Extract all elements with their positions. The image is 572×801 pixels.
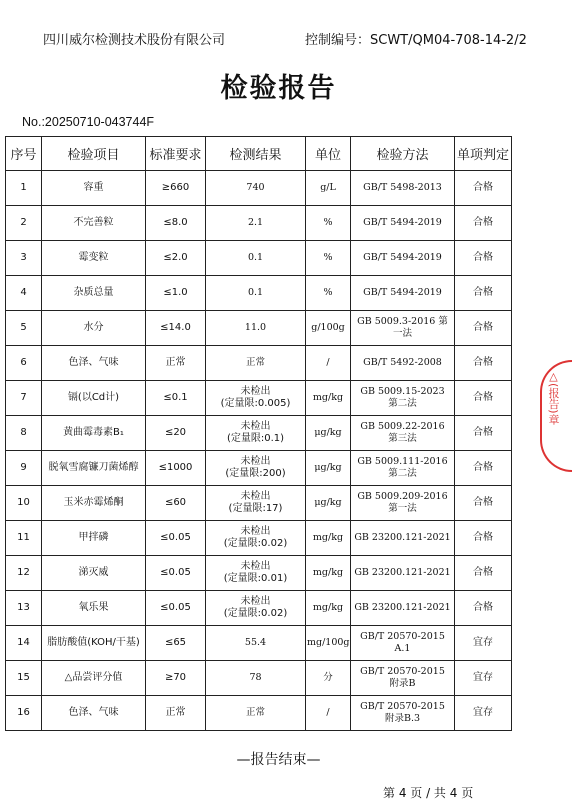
table-row [6, 416, 512, 451]
col-header-method: 检验方法 [351, 137, 455, 171]
cell-verdict [455, 206, 512, 241]
table-row [6, 346, 512, 381]
cell-item [42, 486, 146, 521]
cell-item-text: 色泽、气味 [68, 707, 119, 718]
cell-item [42, 591, 146, 626]
cell-result-text: 未检出 [240, 456, 271, 467]
cell-unit [306, 241, 351, 276]
cell-requirement [146, 171, 206, 206]
cell-result [206, 521, 306, 556]
cell-verdict [455, 626, 512, 661]
cell-requirement [146, 451, 206, 486]
cell-method [351, 206, 455, 241]
cell-unit-text: μg/kg [314, 462, 342, 473]
cell-result-text-2: (定量限:0.005) [220, 398, 291, 409]
cell-method-text-2: 附录B.3 [384, 713, 421, 724]
cell-requirement-text: ≤20 [164, 427, 187, 438]
cell-item-text: 涕灭威 [78, 567, 109, 578]
cell-item-text: 镉(以Cd计) [67, 392, 120, 403]
cell-result [206, 276, 306, 311]
cell-no-text: 12 [17, 567, 30, 578]
cell-method-text: GB 5009.209-2016 [357, 491, 448, 502]
cell-method-text: GB/T 5494-2019 [363, 287, 442, 298]
cell-item [42, 626, 146, 661]
cell-no [6, 171, 42, 206]
cell-requirement [146, 486, 206, 521]
cell-item-text: 甲拌磷 [78, 532, 109, 543]
cell-method-text-2: 第一法 [388, 503, 417, 514]
cell-method-text: GB/T 20570-2015 [360, 631, 445, 642]
col-header-unit: 单位 [306, 137, 351, 171]
cell-no [6, 206, 42, 241]
cell-unit [306, 451, 351, 486]
cell-requirement-text: ≤60 [164, 497, 187, 508]
cell-unit [306, 521, 351, 556]
cell-method-text: GB 5009.111-2016 [357, 456, 448, 467]
cell-verdict-text: 合格 [473, 322, 493, 333]
cell-no-text: 15 [17, 672, 30, 683]
cell-unit-text: % [323, 287, 333, 298]
cell-verdict-text: 合格 [473, 392, 493, 403]
cell-unit [306, 311, 351, 346]
cell-no [6, 556, 42, 591]
cell-unit-text: mg/kg [312, 532, 344, 543]
cell-requirement-text: ≤0.05 [160, 532, 191, 543]
cell-unit [306, 276, 351, 311]
cell-unit [306, 591, 351, 626]
cell-result-text: 未检出 [240, 491, 271, 502]
cell-verdict-text: 合格 [473, 182, 493, 193]
cell-no-text: 6 [20, 357, 27, 368]
cell-verdict [455, 241, 512, 276]
cell-item-text: 不完善粒 [73, 217, 114, 228]
cell-method-text: GB/T 5494-2019 [363, 217, 442, 228]
cell-method [351, 311, 455, 346]
cell-result [206, 556, 306, 591]
table-row [6, 696, 512, 731]
cell-result [206, 451, 306, 486]
cell-method-text-2: 附录B [389, 678, 416, 689]
cell-verdict [455, 556, 512, 591]
cell-result [206, 661, 306, 696]
cell-requirement-text: ≤0.1 [163, 392, 188, 403]
cell-verdict [455, 311, 512, 346]
cell-item-text: 色泽、气味 [68, 357, 119, 368]
cell-unit-text: % [323, 252, 333, 263]
table-row [6, 661, 512, 696]
cell-requirement [146, 311, 206, 346]
cell-method-text-2: A.1 [394, 643, 411, 654]
cell-no [6, 451, 42, 486]
cell-item-text: 水分 [83, 322, 104, 333]
cell-result-text: 2.1 [247, 217, 264, 228]
col-header-result: 检测结果 [206, 137, 306, 171]
seal-text: △(报告)章 [547, 370, 560, 425]
cell-item [42, 346, 146, 381]
cell-item [42, 556, 146, 591]
cell-no-text: 2 [20, 217, 27, 228]
cell-item [42, 276, 146, 311]
cell-requirement-text: ≤1.0 [163, 287, 188, 298]
cell-unit-text: / [326, 707, 330, 718]
cell-method-text: GB 23200.121-2021 [354, 532, 451, 543]
cell-no-text: 11 [17, 532, 30, 543]
table-row [6, 171, 512, 206]
cell-item [42, 206, 146, 241]
cell-no-text: 14 [17, 637, 30, 648]
col-header-verdict: 单项判定 [455, 137, 512, 171]
cell-item-text: 脱氧雪腐镰刀菌烯醇 [48, 462, 139, 473]
table-row [6, 206, 512, 241]
cell-unit [306, 556, 351, 591]
cell-result-text: 未检出 [240, 386, 271, 397]
cell-requirement-text: ≤65 [164, 637, 187, 648]
cell-item [42, 241, 146, 276]
cell-verdict [455, 346, 512, 381]
cell-result [206, 696, 306, 731]
cell-verdict-text: 合格 [473, 287, 493, 298]
cell-requirement [146, 276, 206, 311]
cell-requirement-text: ≥660 [161, 182, 190, 193]
cell-result [206, 486, 306, 521]
cell-verdict [455, 381, 512, 416]
cell-method [351, 416, 455, 451]
cell-method-text: GB 5009.15-2023 [360, 386, 445, 397]
table-header-row [6, 137, 512, 171]
table-row [6, 311, 512, 346]
cell-result-text-2: (定量限:0.1) [226, 433, 285, 444]
cell-method [351, 171, 455, 206]
cell-unit [306, 486, 351, 521]
table-row [6, 626, 512, 661]
cell-no-text: 16 [17, 707, 30, 718]
cell-method-text: GB 23200.121-2021 [354, 567, 451, 578]
cell-method-text: GB/T 5498-2013 [363, 182, 442, 193]
cell-requirement [146, 416, 206, 451]
cell-requirement-text: ≤8.0 [163, 217, 188, 228]
cell-verdict-text: 合格 [473, 497, 493, 508]
table-row [6, 241, 512, 276]
cell-requirement [146, 556, 206, 591]
cell-method [351, 346, 455, 381]
cell-method-text: GB/T 5492-2008 [363, 357, 442, 368]
cell-requirement [146, 381, 206, 416]
cell-result-text: 未检出 [240, 421, 271, 432]
cell-unit-text: mg/kg [312, 602, 344, 613]
cell-method [351, 451, 455, 486]
cell-unit [306, 416, 351, 451]
cell-result-text: 78 [249, 672, 262, 683]
cell-no [6, 241, 42, 276]
cell-unit [306, 381, 351, 416]
col-header-item: 检验项目 [42, 137, 146, 171]
cell-verdict-text: 合格 [473, 427, 493, 438]
cell-result-text: 740 [246, 182, 265, 193]
cell-result [206, 626, 306, 661]
cell-verdict [455, 451, 512, 486]
cell-no [6, 626, 42, 661]
cell-no [6, 311, 42, 346]
cell-unit-text: μg/kg [314, 427, 342, 438]
cell-verdict [455, 521, 512, 556]
cell-unit-text: g/100g [311, 322, 345, 333]
results-table [5, 136, 512, 731]
report-number: No.:20250710-043744F [22, 115, 155, 129]
cell-verdict [455, 171, 512, 206]
cell-method-text-2: 第二法 [388, 468, 417, 479]
cell-requirement-text: 正常 [165, 357, 186, 368]
cell-requirement-text: ≤1000 [158, 462, 193, 473]
cell-result [206, 206, 306, 241]
cell-unit [306, 346, 351, 381]
cell-requirement-text: 正常 [165, 707, 186, 718]
control-number: 控制编号：SCWT/QM04-708-14-2/2 [305, 33, 527, 48]
cell-method-text: GB/T 20570-2015 [360, 701, 445, 712]
cell-verdict [455, 696, 512, 731]
cell-verdict-text: 合格 [473, 357, 493, 368]
cell-no-text: 1 [20, 182, 27, 193]
cell-no-text: 10 [17, 497, 30, 508]
cell-no-text: 7 [20, 392, 27, 403]
col-header-requirement: 标准要求 [146, 137, 206, 171]
cell-verdict-text: 合格 [473, 462, 493, 473]
cell-verdict-text: 宜存 [473, 672, 493, 683]
cell-unit-text: mg/100g [307, 637, 350, 648]
report-end-marker: —报告结束— [236, 752, 321, 768]
cell-no [6, 486, 42, 521]
cell-unit-text: % [323, 217, 333, 228]
cell-requirement [146, 241, 206, 276]
cell-item-text: 杂质总量 [73, 287, 114, 298]
table-row [6, 591, 512, 626]
cell-method [351, 591, 455, 626]
cell-item [42, 451, 146, 486]
cell-requirement-text: ≥70 [164, 672, 187, 683]
cell-verdict [455, 416, 512, 451]
cell-method [351, 241, 455, 276]
cell-result-text: 0.1 [247, 252, 264, 263]
cell-method-text-2: 一法 [392, 328, 412, 339]
cell-result-text-2: (定量限:0.01) [223, 573, 288, 584]
cell-result-text-2: (定量限:0.02) [223, 608, 288, 619]
seal-stamp [540, 360, 564, 470]
cell-no [6, 381, 42, 416]
cell-no-text: 4 [20, 287, 27, 298]
cell-verdict-text: 合格 [473, 252, 493, 263]
cell-verdict [455, 591, 512, 626]
cell-method [351, 556, 455, 591]
cell-verdict-text: 宜存 [473, 637, 493, 648]
cell-item [42, 661, 146, 696]
cell-no [6, 416, 42, 451]
cell-verdict-text: 合格 [473, 217, 493, 228]
cell-requirement-text: ≤0.05 [160, 602, 191, 613]
cell-item-text: △品尝评分值 [64, 672, 123, 683]
cell-requirement [146, 206, 206, 241]
cell-item [42, 521, 146, 556]
cell-unit-text: mg/kg [312, 392, 344, 403]
cell-requirement [146, 346, 206, 381]
company-name: 四川威尔检测技术股份有限公司 [43, 33, 226, 48]
report-title: 检验报告 [220, 73, 337, 104]
cell-result [206, 346, 306, 381]
cell-item [42, 171, 146, 206]
cell-requirement [146, 696, 206, 731]
cell-result [206, 591, 306, 626]
cell-no [6, 346, 42, 381]
cell-verdict [455, 276, 512, 311]
cell-result [206, 241, 306, 276]
cell-no [6, 696, 42, 731]
cell-verdict-text: 合格 [473, 602, 493, 613]
cell-requirement [146, 521, 206, 556]
cell-method-text: GB 5009.22-2016 [360, 421, 445, 432]
page-number: 第 4 页 / 共 4 页 [383, 786, 474, 800]
cell-result-text: 55.4 [244, 637, 267, 648]
cell-requirement-text: ≤2.0 [163, 252, 188, 263]
cell-item [42, 696, 146, 731]
table-row [6, 556, 512, 591]
cell-method [351, 381, 455, 416]
cell-unit [306, 626, 351, 661]
cell-item-text: 霉变粒 [78, 252, 109, 263]
cell-method-text-2: 第三法 [388, 433, 417, 444]
cell-unit-text: / [326, 357, 330, 368]
cell-item-text: 玉米赤霉烯酮 [63, 497, 124, 508]
cell-method [351, 521, 455, 556]
col-header-no: 序号 [6, 137, 42, 171]
cell-method-text: GB 5009.3-2016 第 [357, 316, 448, 327]
cell-method [351, 696, 455, 731]
cell-unit-text: 分 [323, 672, 333, 683]
table-row [6, 381, 512, 416]
cell-unit [306, 696, 351, 731]
cell-item [42, 381, 146, 416]
cell-unit-text: g/L [320, 182, 336, 193]
cell-unit [306, 206, 351, 241]
cell-no-text: 13 [17, 602, 30, 613]
cell-requirement [146, 661, 206, 696]
cell-result [206, 171, 306, 206]
cell-requirement-text: ≤0.05 [160, 567, 191, 578]
cell-result-text: 11.0 [244, 322, 267, 333]
table-row [6, 451, 512, 486]
cell-unit-text: μg/kg [314, 497, 342, 508]
cell-item-text: 氧乐果 [78, 602, 109, 613]
cell-item [42, 311, 146, 346]
cell-item-text: 脂肪酸值(KOH/干基) [47, 637, 140, 648]
cell-no [6, 661, 42, 696]
cell-item [42, 416, 146, 451]
cell-method [351, 486, 455, 521]
cell-result [206, 311, 306, 346]
cell-result-text-2: (定量限:200) [225, 468, 286, 479]
cell-unit [306, 171, 351, 206]
cell-result [206, 416, 306, 451]
cell-requirement [146, 626, 206, 661]
cell-no [6, 276, 42, 311]
cell-verdict-text: 宜存 [473, 707, 493, 718]
cell-method [351, 661, 455, 696]
table-row [6, 521, 512, 556]
cell-method [351, 626, 455, 661]
cell-result-text: 未检出 [240, 596, 271, 607]
cell-no-text: 3 [20, 252, 27, 263]
cell-method [351, 276, 455, 311]
cell-result-text: 未检出 [240, 561, 271, 572]
cell-unit-text: mg/kg [312, 567, 344, 578]
cell-item-text: 容重 [83, 182, 104, 193]
table-row [6, 486, 512, 521]
cell-result-text-2: (定量限:17) [228, 503, 283, 514]
cell-result-text-2: (定量限:0.02) [223, 538, 288, 549]
cell-verdict [455, 661, 512, 696]
cell-result [206, 381, 306, 416]
cell-no-text: 9 [20, 462, 27, 473]
cell-requirement [146, 591, 206, 626]
cell-result-text: 正常 [245, 707, 265, 718]
cell-result-text: 0.1 [247, 287, 264, 298]
cell-no-text: 5 [20, 322, 27, 333]
cell-no-text: 8 [20, 427, 27, 438]
cell-verdict-text: 合格 [473, 567, 493, 578]
cell-verdict-text: 合格 [473, 532, 493, 543]
cell-method-text: GB 23200.121-2021 [354, 602, 451, 613]
cell-result-text: 未检出 [240, 526, 271, 537]
cell-method-text-2: 第二法 [388, 398, 417, 409]
table-row [6, 276, 512, 311]
cell-no [6, 521, 42, 556]
cell-no [6, 591, 42, 626]
cell-result-text: 正常 [245, 357, 265, 368]
cell-item-text: 黄曲霉毒素B₁ [63, 427, 124, 438]
cell-method-text: GB/T 20570-2015 [360, 666, 445, 677]
cell-requirement-text: ≤14.0 [160, 322, 191, 333]
cell-method-text: GB/T 5494-2019 [363, 252, 442, 263]
cell-verdict [455, 486, 512, 521]
cell-unit [306, 661, 351, 696]
